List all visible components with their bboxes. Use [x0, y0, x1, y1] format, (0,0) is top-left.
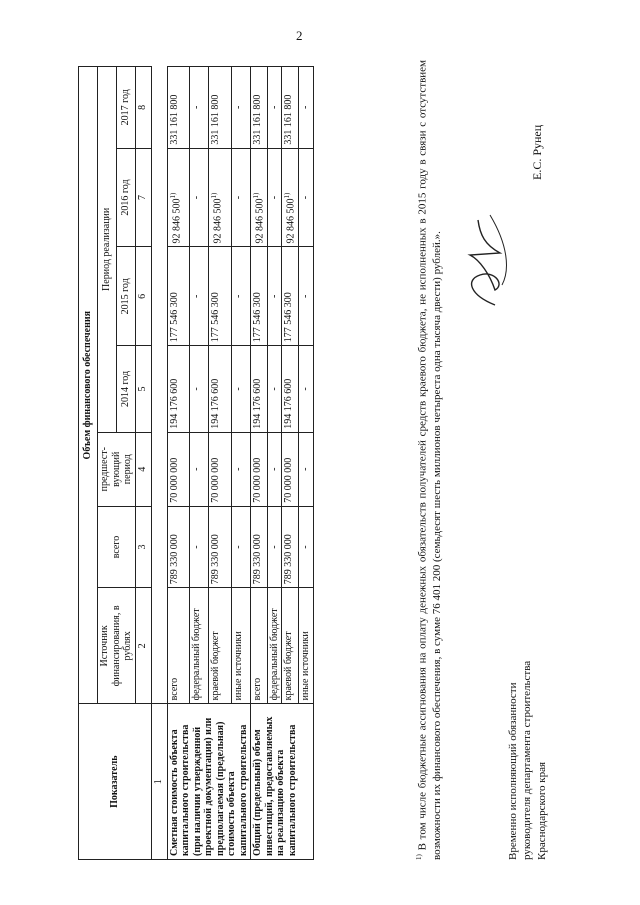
indicator-total-investment: Общий (предельный) объем инвестиций, предоставляемых на реализацию объекта капитального строительства [251, 704, 314, 860]
total-cell: - [299, 506, 314, 588]
y2017-cell: 331 161 800 [282, 67, 299, 149]
y2015-cell: 177 546 300 [209, 247, 231, 346]
total-cell: 789 330 000 [209, 506, 231, 588]
footnote-ref: 1) [168, 192, 177, 199]
column-number: 3 [135, 506, 151, 588]
source-cell: краевой бюджет [209, 588, 231, 704]
previous-period-header: предшест-вующий период [98, 432, 136, 506]
y2017-cell: - [267, 67, 282, 149]
y2017-cell: 331 161 800 [209, 67, 231, 149]
indicator-header: Показатель [79, 704, 152, 860]
y2014-cell: 194 176 600 [167, 346, 189, 432]
table-row [167, 67, 189, 860]
y2017-cell: 331 161 800 [251, 67, 268, 149]
footnote-ref: 1) [283, 192, 292, 199]
prev-cell: - [231, 432, 250, 506]
y2015-cell: - [299, 247, 314, 346]
y2014-cell: - [231, 346, 250, 432]
signatory-line: руководителя департамента строительства [521, 660, 534, 860]
source-cell: всего [167, 588, 189, 704]
y2017-cell: 331 161 800 [167, 67, 189, 149]
y2016-cell: - [299, 148, 314, 247]
y2016-cell: - [267, 148, 282, 247]
year-2015-header: 2015 год [116, 247, 135, 346]
source-cell: федеральный бюджет [189, 588, 208, 704]
y2015-cell: 177 546 300 [167, 247, 189, 346]
y2016-value: 92 846 500 [212, 198, 224, 244]
y2014-cell: - [267, 346, 282, 432]
y2014-cell: 194 176 600 [209, 346, 231, 432]
column-number: 2 [135, 588, 151, 704]
y2015-cell: - [231, 247, 250, 346]
y2016-cell: - [189, 148, 208, 247]
source-cell: всего [251, 588, 268, 704]
source-cell: иные источники [299, 588, 314, 704]
signatory-line: Временно исполняющий обязанности [507, 682, 519, 860]
signatory-line: Краснодарского края [535, 761, 548, 860]
financing-table [78, 66, 314, 860]
y2017-cell: - [189, 67, 208, 149]
column-number: 7 [135, 148, 151, 247]
prev-cell: 70 000 000 [167, 432, 189, 506]
table-title: Объем финансового обеспечения [79, 67, 98, 704]
y2016-value: 92 846 500 [285, 198, 297, 244]
y2014-cell: 194 176 600 [251, 346, 268, 432]
year-2017-header: 2017 год [116, 67, 135, 149]
landscape-sheet [20, 20, 620, 880]
total-cell: 789 330 000 [167, 506, 189, 588]
y2015-cell: 177 546 300 [282, 247, 299, 346]
total-header: всего [98, 506, 136, 588]
year-2014-header: 2014 год [116, 346, 135, 432]
y2016-cell [282, 148, 299, 247]
y2015-cell: 177 546 300 [251, 247, 268, 346]
y2016-value: 92 846 500 [254, 198, 266, 244]
y2016-value: 92 846 500 [170, 198, 182, 244]
column-number: 6 [135, 247, 151, 346]
signatory-name: Е.С. Рунец [530, 124, 544, 180]
total-cell: - [189, 506, 208, 588]
footnote-ref: 1) [210, 192, 219, 199]
total-cell: - [231, 506, 250, 588]
source-cell: иные источники [231, 588, 250, 704]
spacer [151, 67, 167, 704]
prev-cell: 70 000 000 [209, 432, 231, 506]
footnote-ref: 1) [252, 192, 260, 199]
column-number: 1 [151, 704, 167, 860]
total-cell: 789 330 000 [251, 506, 268, 588]
total-cell: - [267, 506, 282, 588]
y2015-cell: - [189, 247, 208, 346]
signatory-position [506, 661, 549, 860]
y2015-cell: - [267, 247, 282, 346]
prev-cell: - [267, 432, 282, 506]
indicator-estimated-cost: Сметная стоимость объекта капитального строительства (при наличии утвержденной проектной документации) или предполагаемая (предельная) стоимость объекта капитального строительства [167, 704, 251, 860]
year-2016-header: 2016 год [116, 148, 135, 247]
y2014-cell: 194 176 600 [282, 346, 299, 432]
column-number: 8 [135, 67, 151, 149]
y2016-cell [167, 148, 189, 247]
prev-cell: 70 000 000 [282, 432, 299, 506]
y2016-cell [209, 148, 231, 247]
source-cell: краевой бюджет [282, 588, 299, 704]
y2017-cell: - [299, 67, 314, 149]
prev-cell: - [299, 432, 314, 506]
y2016-cell [251, 148, 268, 247]
table-row [251, 67, 268, 860]
y2017-cell: - [231, 67, 250, 149]
rotated-content [20, 20, 620, 880]
y2014-cell: - [299, 346, 314, 432]
total-cell: 789 330 000 [282, 506, 299, 588]
column-number: 5 [135, 346, 151, 432]
footnote-marker: 1) [415, 854, 423, 860]
page-number: 2 [296, 28, 303, 43]
prev-cell: - [189, 432, 208, 506]
implementation-period-header: Период реализации [98, 67, 117, 433]
footnote-text: В том числе бюджетные ассигнования на оплату денежных обязательств получателей средств краевого бюджета, не исполненных в 2015 году в связи с отсутствием возможности их финансового обеспечения, в сумме 76 401 200 (семьдесят шесть миллионов четыреста одна тысяча двести) рублей.». [416, 60, 443, 860]
source-header: Источник финансирования, в рублях [98, 588, 136, 704]
prev-cell: 70 000 000 [251, 432, 268, 506]
y2016-cell: - [231, 148, 250, 247]
footnote [415, 60, 444, 860]
column-number: 4 [135, 432, 151, 506]
source-cell: федеральный бюджет [267, 588, 282, 704]
y2014-cell: - [189, 346, 208, 432]
handwritten-signature [450, 205, 520, 315]
